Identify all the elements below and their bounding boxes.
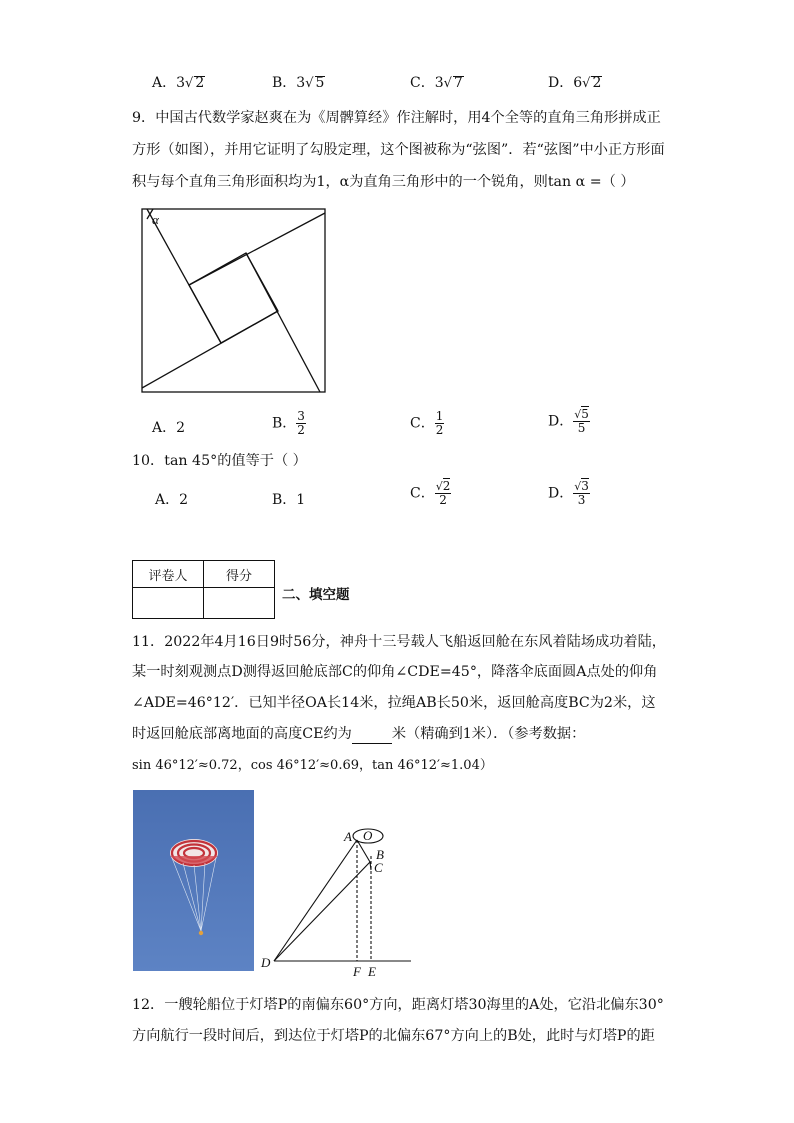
label-F: F <box>353 964 361 979</box>
alpha-angle-label: α <box>152 212 159 227</box>
q9-option-c-fraction <box>435 410 445 437</box>
q10-option-d-numerator: √3 <box>574 479 589 493</box>
q8-option-a-radicand: 2 <box>195 75 205 91</box>
q9-option-d-label: D． <box>548 413 574 430</box>
q11-line-4-before-blank: 时返回舱底部离地面的高度CE约为 <box>132 726 352 742</box>
q8-option-b: B．3√ 5 <box>272 75 325 91</box>
q9-option-c-denominator: 2 <box>435 423 444 437</box>
q9-option-d <box>548 408 590 435</box>
q11-geometry-figure <box>258 820 418 980</box>
q10-option-c-denominator: 2 <box>439 493 447 507</box>
q9-option-d-denominator: 5 <box>577 421 586 435</box>
q9-option-d-radicand: 5 <box>581 407 589 421</box>
q8-option-d-radicand: 2 <box>592 75 602 91</box>
q8-option-a: A．3√ 2 <box>152 75 205 91</box>
q10-option-a: A．2 <box>155 492 189 508</box>
q10-option-b: B．1 <box>272 492 306 508</box>
q9-line-1: 9．中国古代数学家赵爽在为《周髀算经》作注解时，用4个全等的直角三角形拼成正 <box>132 110 661 126</box>
q11-line-1: 11．2022年4月16日9时56分，神舟十三号载人飞船返回舱在东风着陆场成功着陆， <box>132 634 666 650</box>
q11-reference-data: sin 46°12′≈0.72，cos 46°12′≈0.69，tan 46°12′≈1.04） <box>132 758 493 773</box>
q9-option-b-denominator: 2 <box>297 423 305 437</box>
q12-line-1: 12．一艘轮船位于灯塔P的南偏东60°方向，距离灯塔30海里的A处，它沿北偏东30° <box>132 997 664 1013</box>
q11-line-4 <box>132 724 585 744</box>
q10-option-d-denominator: 3 <box>577 493 586 507</box>
zhao-shuang-string-figure <box>138 205 330 397</box>
label-D: D <box>261 955 271 970</box>
q8-option-c-radicand: 7 <box>453 75 463 91</box>
inner-square <box>189 253 278 343</box>
q9-option-b-fraction <box>296 410 306 437</box>
q9-option-a: A．2 <box>152 420 186 436</box>
q11-line-3: ∠ADE=46°12′．已知半径OA长14米，拉绳AB长50米，返回舱高度BC为2米，这 <box>132 695 656 711</box>
q11-line-4-after-blank: 米（精确到1米）．（参考数据： <box>391 726 586 742</box>
q10-option-c-numerator: √2 <box>435 479 451 493</box>
q8-option-d: D．6√ 2 <box>548 75 602 91</box>
section-title: 二、填空题 <box>282 587 350 603</box>
outer-square <box>142 209 325 392</box>
q9-option-c-label: C． <box>410 415 435 432</box>
q9-line-2: 方形（如图），并用它证明了勾股定理，这个图被称为“弦图”．若“弦图”中小正方形面 <box>132 142 665 158</box>
q9-option-c <box>410 410 444 437</box>
score-table-score-header: 得分 <box>204 561 275 588</box>
q9-option-b <box>272 410 306 437</box>
q10-option-d-label: D． <box>548 485 574 502</box>
line-DC <box>274 862 370 961</box>
q8-option-b-radicand: 5 <box>315 75 325 91</box>
label-E: E <box>368 964 376 979</box>
label-B: B <box>376 847 384 862</box>
q10-option-c-fraction <box>435 480 452 507</box>
q9-option-d-fraction <box>573 408 590 435</box>
score-table-grader-header: 评卷人 <box>133 561 204 588</box>
label-C: C <box>374 860 383 875</box>
q9-option-d-numerator: √5 <box>574 407 589 421</box>
q8-option-c: C．3√ 7 <box>410 75 463 91</box>
q9-option-c-numerator: 1 <box>435 409 444 423</box>
q9-option-b-numerator: 3 <box>297 409 305 423</box>
q10-option-d-radicand: 3 <box>581 479 589 493</box>
score-table-grader-cell[interactable] <box>133 588 204 619</box>
q10-option-d-fraction <box>573 480 590 507</box>
q10-option-c <box>410 480 451 507</box>
q11-line-2: 某一时刻观测点D测得返回舱底部C的仰角∠CDE=45°，降落伞底面圆A点处的仰角 <box>132 664 658 680</box>
q8-option-c-label: C．3 <box>410 75 444 91</box>
label-O: O <box>363 828 373 843</box>
label-A: A <box>344 829 352 844</box>
q9-option-b-label: B． <box>272 415 297 432</box>
q10-option-c-radicand: 2 <box>442 479 451 493</box>
q10-option-d <box>548 480 590 507</box>
q9-line-3: 积与每个直角三角形面积均为1，α为直角三角形中的一个锐角，则tan α =（ ） <box>132 174 635 190</box>
score-table-score-cell[interactable] <box>204 588 275 619</box>
q10-stem: 10．tan 45°的值等于（ ） <box>132 453 307 469</box>
q8-option-a-label: A．3 <box>152 75 186 91</box>
q12-line-2: 方向航行一段时间后，到达位于灯塔P的北偏东67°方向上的B处，此时与灯塔P的距 <box>132 1028 655 1044</box>
score-table <box>132 560 275 619</box>
answer-blank[interactable] <box>352 729 392 744</box>
q8-option-b-label: B．3 <box>272 75 306 91</box>
line-DA <box>274 840 357 961</box>
parachute-photo <box>133 790 254 971</box>
q8-option-d-label: D．6 <box>548 75 583 91</box>
q10-option-c-label: C． <box>410 485 435 502</box>
